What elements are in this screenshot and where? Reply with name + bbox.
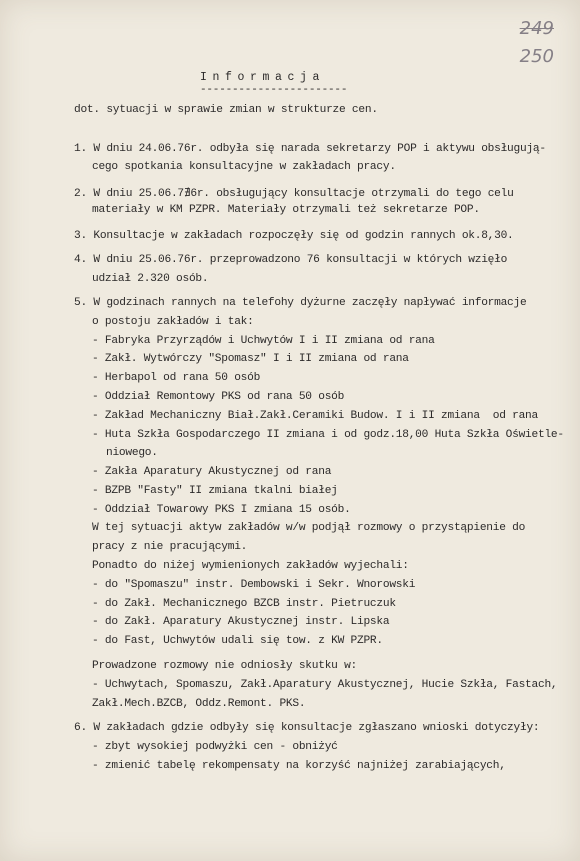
list-item-continuation: Zakł.Mech.BZCB, Oddz.Remont. PKS. [92,698,306,710]
body-line: pracy z nie pracującymi. [92,541,248,553]
paragraph-1-line-2: cego spotkania konsultacyjne w zakładach pracy. [92,161,396,173]
list-item: - Uchwytach, Spomaszu, Zakł.Aparatury Akustycznej, Hucie Szkła, Fastach, [92,679,558,691]
body-line: W tej sytuacji aktyw zakładów w/w podjął rozmowy o przystąpienie do [92,522,526,534]
list-item: - zbyt wysokiej podwyżki cen - obniżyć [92,741,338,753]
list-item: - Zakład Mechaniczny Biał.Zakł.Ceramiki Budow. I i II zmiana od rana [92,410,538,422]
paragraph-4-line-2: udział 2.320 osób. [92,273,209,285]
document-subtitle: dot. sytuacji w sprawie zmian w strukturze cen. [74,104,378,116]
list-item: - Zakła Aparatury Akustycznej od rana [92,466,332,478]
list-item: - Zakł. Wytwórczy "Spomasz" I i II zmiana od rana [92,353,409,365]
document-title: Informacja [200,71,326,84]
paragraph-2-line-1: 2. W dniu 25.06.7∄6r. obsługujący konsultacje otrzymali do tego celu [74,188,514,200]
archive-page-number: 250 [519,46,554,67]
list-item: - Oddział Towarowy PKS I zmiana 15 osób. [92,504,351,516]
list-item: - do Fast, Uchwytów udali się tow. z KW PZPR. [92,635,383,647]
list-item: - Oddział Remontowy PKS od rana 50 osób [92,391,345,403]
body-line: Ponadto do niżej wymienionych zakładów wyjechali: [92,560,409,572]
list-item: - do "Spomaszu" instr. Dembowski i Sekr. Wnorowski [92,579,416,591]
list-item: - Herbapol od rana 50 osób [92,372,261,384]
list-item: - BZPB "Fasty" II zmiana tkalni białej [92,485,338,497]
list-item: - Huta Szkła Gospodarczego II zmiana i od godz.18,00 Huta Szkła Oświetle- [92,429,564,441]
list-item: - do Zakł. Mechanicznego BZCB instr. Pietruczuk [92,598,396,610]
paragraph-6-line-1: 6. W zakładach gdzie odbyły się konsultacje zgłaszano wnioski dotyczyły: [74,722,540,734]
title-underline: ----------------------- [200,84,348,96]
paragraph-2-line-2: materiały w KM PZPR. Materiały otrzymali też sekretarze POP. [92,204,480,216]
list-item: - do Zakł. Aparatury Akustycznej instr. Lipska [92,616,390,628]
paragraph-5-line-2: o postoju zakładów i tak: [92,316,254,328]
list-item: - Fabryka Przyrządów i Uchwytów I i II zmiana od rana [92,335,435,347]
paragraph-5-line-1: 5. W godzinach rannych na telefohy dyżurne zaczęły napływać informacje [74,297,527,309]
body-line: Prowadzone rozmowy nie odniosły skutku w: [92,660,358,672]
archive-page-number-crossed: 249 [519,18,554,39]
paragraph-4-line-1: 4. W dniu 25.06.76r. przeprowadzono 76 konsultacji w których wzięło [74,254,508,266]
paragraph-1-line-1: 1. W dniu 24.06.76r. odbyła się narada sekretarzy POP i aktywu obsługują- [74,143,546,155]
paragraph-3: 3. Konsultacje w zakładach rozpoczęły się od godzin rannych ok.8,30. [74,230,514,242]
list-item-continuation: niowego. [106,447,158,459]
list-item: - zmienić tabelę rekompensaty na korzyść najniżej zarabiających, [92,760,506,772]
